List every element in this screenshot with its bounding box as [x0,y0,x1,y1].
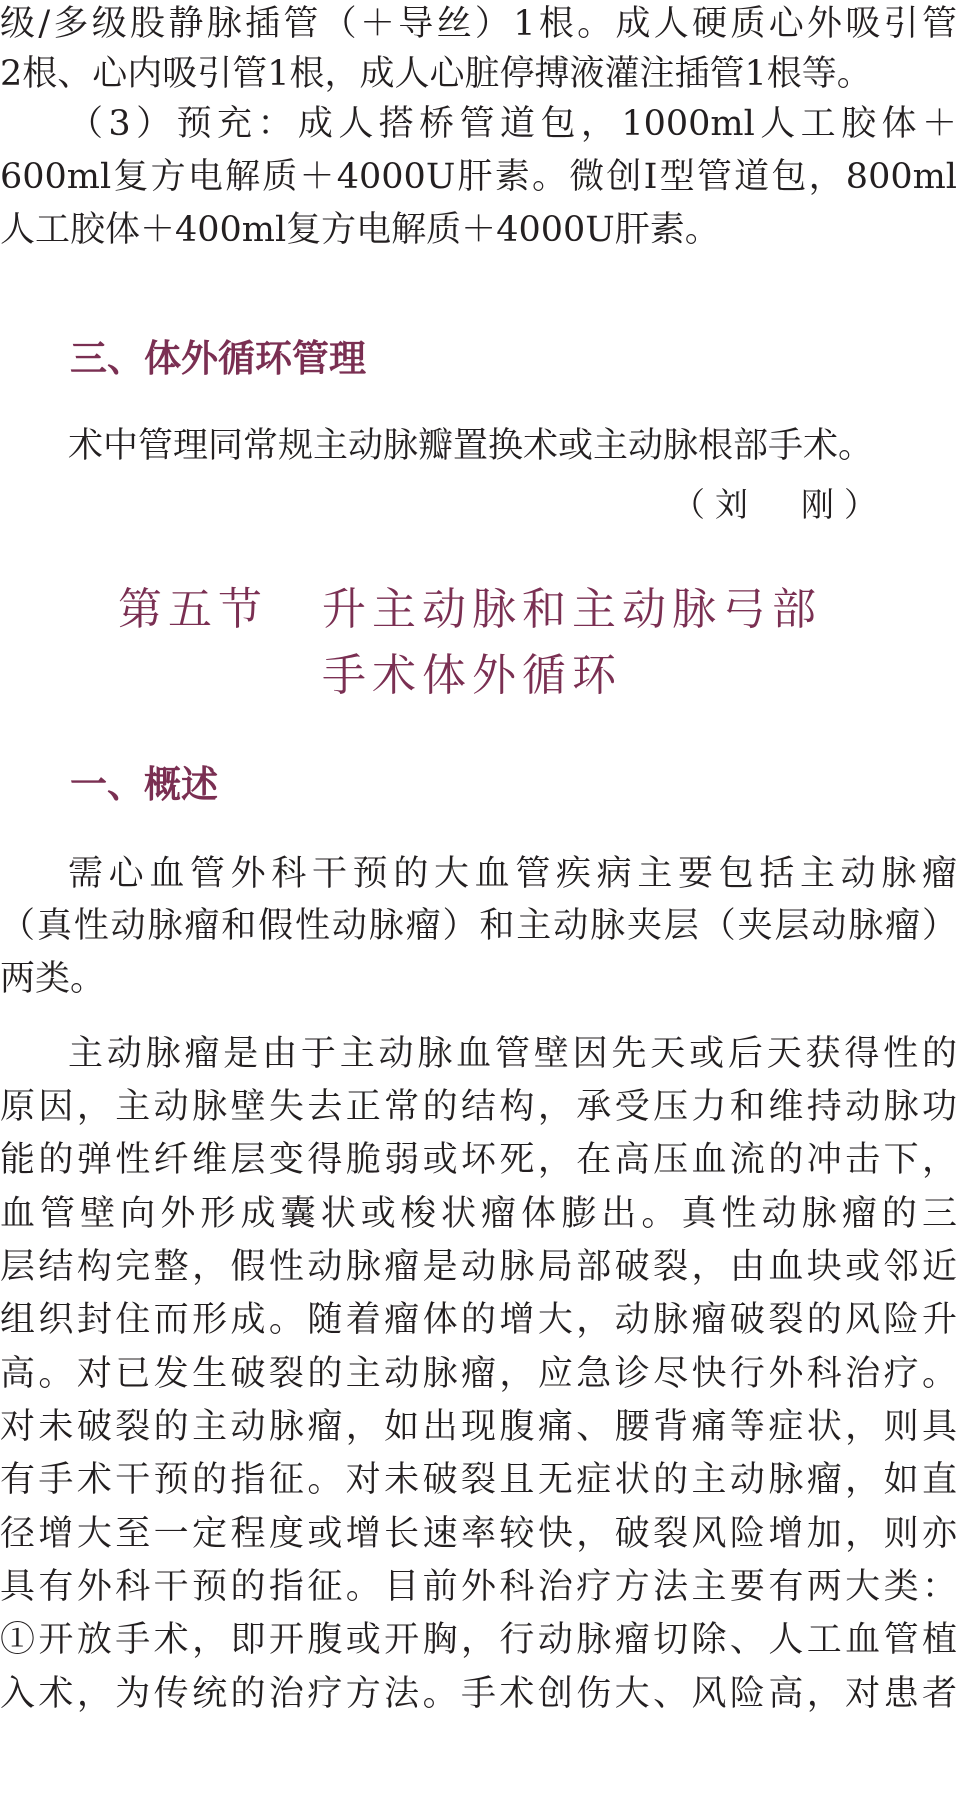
text-line: 人工胶体＋400ml复方电解质＋4000U肝素。 [0,210,720,250]
section-heading-overview: 一、概述 [70,763,218,806]
text-line: 级/多级股静脉插管（＋导丝）1根。成人硬质心外吸引管 [0,4,957,44]
text-line: 主动脉瘤是由于主动脉血管壁因先天或后天获得性的 [68,1034,957,1074]
section-title-line1: 升主动脉和主动脉弓部 [322,584,822,635]
text-line: 需心血管外科干预的大血管疾病主要包括主动脉瘤 [68,854,957,894]
text-line: ①开放手术，即开腹或开胸，行动脉瘤切除、人工血管植 [0,1620,957,1660]
text-line: 能的弹性纤维层变得脆弱或坏死，在高压血流的冲击下， [0,1140,957,1180]
text-line: 600ml复方电解质＋4000U肝素。微创Ⅰ型管道包，800ml [0,157,957,197]
text-line: 2根、心内吸引管1根，成人心脏停搏液灌注插管1根等。 [0,54,872,94]
text-line: 高。对已发生破裂的主动脉瘤，应急诊尽快行外科治疗。 [0,1354,957,1394]
text-line: 径增大至一定程度或增长速率较快，破裂风险增加，则亦 [0,1514,957,1554]
author-credit: （刘 刚） [672,485,887,524]
section-title-line2: 手术体外循环 [322,650,622,701]
section-heading-management: 三、体外循环管理 [70,337,366,380]
text-line: 层结构完整，假性动脉瘤是动脉局部破裂，由血块或邻近 [0,1247,957,1287]
text-line: 对未破裂的主动脉瘤，如出现腹痛、腰背痛等症状，则具 [0,1407,957,1447]
text-line: 组织封住而形成。随着瘤体的增大，动脉瘤破裂的风险升 [0,1300,957,1340]
text-line: 有手术干预的指征。对未破裂且无症状的主动脉瘤，如直 [0,1460,957,1500]
text-line: （真性动脉瘤和假性动脉瘤）和主动脉夹层（夹层动脉瘤） [0,906,957,946]
text-line: （3）预充：成人搭桥管道包，1000ml人工胶体＋ [68,104,957,144]
text-line: 入术，为传统的治疗方法。手术创伤大、风险高，对患者 [0,1674,957,1714]
section-number: 第五节 [118,584,268,635]
text-line: 术中管理同常规主动脉瓣置换术或主动脉根部手术。 [68,426,874,466]
text-line: 原因，主动脉壁失去正常的结构，承受压力和维持动脉功 [0,1087,957,1127]
text-line: 血管壁向外形成囊状或梭状瘤体膨出。真性动脉瘤的三 [0,1194,957,1234]
text-line: 具有外科干预的指征。目前外科治疗方法主要有两大类： [0,1567,957,1607]
text-line: 两类。 [0,959,106,999]
